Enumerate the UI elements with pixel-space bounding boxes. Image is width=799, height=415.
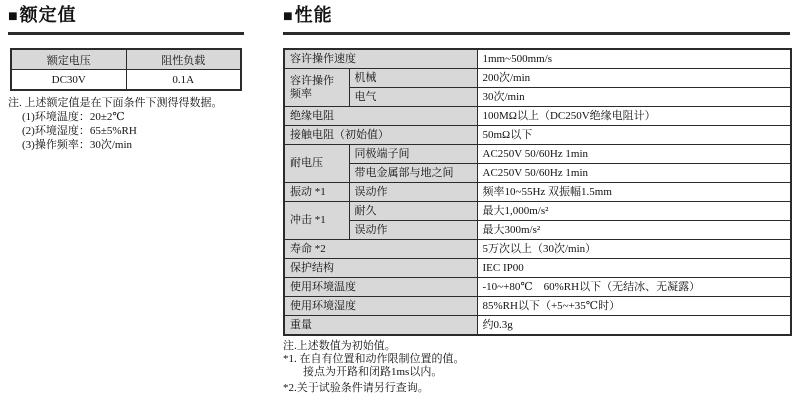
perf-row-value: 最大1,000m/s² [477,202,791,221]
perf-row-label: 使用环境温度 [284,278,477,297]
perf-row-label: 接触电阻（初始值） [284,126,477,145]
perf-row-sublabel: 电气 [349,88,477,107]
perf-row-label: 振动 *1 [284,183,349,202]
perf-row-value: IEC IP00 [477,259,791,278]
perf-note-line: *1. 在自有位置和动作限制位置的值。 [283,353,465,365]
perf-row-value: 1mm~500mm/s [477,49,791,69]
performance-section-title [283,4,790,35]
table-row [284,316,791,336]
rated-notes [8,96,244,152]
rated-note-line: (1)环境温度：20±2℃ [22,111,125,123]
performance-table [283,48,792,336]
perf-row-value: 频率10~55Hz 双振幅1.5mm [477,183,791,202]
perf-row-sublabel: 机械 [349,69,477,88]
perf-row-sublabel: 误动作 [349,221,477,240]
perf-row-label: 容许操作速度 [284,49,477,69]
perf-row-label: 保护结构 [284,259,477,278]
perf-row-label: 重量 [284,316,477,336]
table-row [11,49,241,70]
perf-row-sublabel: 耐久 [349,202,477,221]
perf-row-label: 绝缘电阻 [284,107,477,126]
rated-load-value: 0.1A [126,70,241,91]
table-row [284,240,791,259]
perf-row-label: 容许操作频率 [284,69,349,107]
perf-row-value: 100MΩ以上（DC250V绝缘电阻计） [477,107,791,126]
rated-note-line: 注. 上述额定值是在下面条件下测得得数据。 [8,97,223,109]
table-row [284,49,791,69]
perf-row-sublabel: 误动作 [349,183,477,202]
performance-section [283,4,790,395]
table-row [284,259,791,278]
rated-note-line: (2)环境湿度：65±5%RH [22,125,137,137]
perf-row-value: 85%RH以下（+5~+35℃时） [477,297,791,316]
perf-row-label: 使用环境湿度 [284,297,477,316]
table-row [284,164,791,183]
perf-row-label: 耐电压 [284,145,349,183]
table-row [284,221,791,240]
table-row [284,107,791,126]
perf-row-sublabel: 带电金属部与地之间 [349,164,477,183]
rated-section-title [8,4,244,35]
table-row [284,69,791,88]
rated-title-text: 额定值 [19,5,77,25]
perf-row-value: -10~+80℃ 60%RH以下（无结冰、无凝露） [477,278,791,297]
perf-row-value: 5万次以上（30次/min） [477,240,791,259]
table-row [284,278,791,297]
section-marker-icon: ■ [283,8,294,25]
rated-values-section [8,4,244,152]
section-marker-icon: ■ [8,8,19,25]
table-row [284,145,791,164]
performance-notes [283,340,790,395]
perf-note-line: *2.关于试验条件请另行查询。 [283,382,429,394]
performance-title-text: 性能 [294,5,333,25]
perf-row-value: 50mΩ以下 [477,126,791,145]
perf-row-value: AC250V 50/60Hz 1min [477,164,791,183]
perf-note-line: 接点为开路和闭路1ms以内。 [303,366,443,378]
table-row [284,88,791,107]
perf-row-value: AC250V 50/60Hz 1min [477,145,791,164]
perf-row-label: 寿命 *2 [284,240,477,259]
perf-row-value: 最大300m/s² [477,221,791,240]
rated-values-table [10,48,242,91]
rated-voltage-value: DC30V [11,70,126,91]
table-row [284,202,791,221]
perf-note-line: 注.上述数值为初始值。 [283,340,396,352]
table-row [284,297,791,316]
perf-row-value: 约0.3g [477,316,791,336]
table-row [11,70,241,91]
perf-row-label: 冲击 *1 [284,202,349,240]
table-row [284,126,791,145]
rated-note-line: (3)操作频率：30次/min [22,139,132,151]
table-row [284,183,791,202]
perf-row-value: 200次/min [477,69,791,88]
perf-row-value: 30次/min [477,88,791,107]
perf-row-sublabel: 同极端子间 [349,145,477,164]
rated-header-voltage: 额定电压 [11,49,126,70]
rated-header-load: 阻性负载 [126,49,241,70]
